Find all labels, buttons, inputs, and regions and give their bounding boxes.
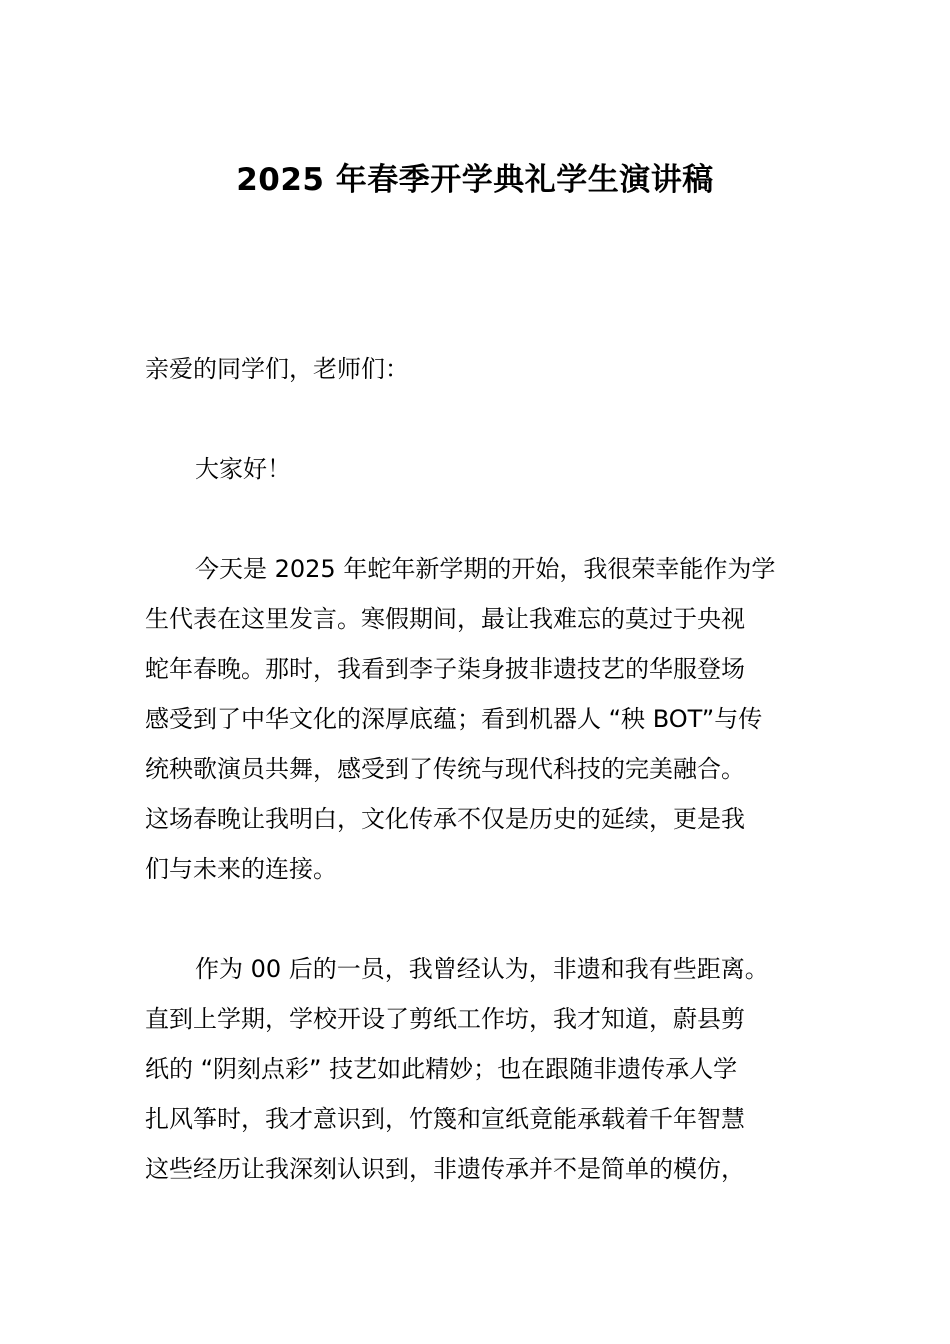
paragraph-line: 作为 00 后的一员，我曾经认为，非遗和我有些距离。 [195,955,769,983]
paragraph-line: 直到上学期，学校开设了剪纸工作坊，我才知道，蔚县剪 [145,1005,745,1033]
document-title: 2025 年春季开学典礼学生演讲稿 [236,162,714,198]
paragraph-line: 纸的 “阴刻点彩” 技艺如此精妙；也在跟随非遗传承人学 [145,1055,738,1083]
paragraph-line: 统秧歌演员共舞，感受到了传统与现代科技的完美融合。 [145,755,745,783]
salutation: 亲爱的同学们，老师们： [145,355,409,383]
paragraph-line: 们与未来的连接。 [145,855,337,883]
paragraph-2 [145,944,807,1194]
document-body [145,344,807,1194]
paragraph-line: 生代表在这里发言。寒假期间，最让我难忘的莫过于央视 [145,605,745,633]
paragraph-line: 这场春晚让我明白，文化传承不仅是历史的延续，更是我 [145,805,745,833]
paragraph-line: 感受到了中华文化的深厚底蕴；看到机器人 “秧 BOT”与传 [145,705,763,733]
paragraph-line: 这些经历让我深刻认识到，非遗传承并不是简单的模仿， [145,1155,745,1183]
paragraph-gap [145,894,807,944]
paragraph-line: 今天是 2025 年蛇年新学期的开始，我很荣幸能作为学 [195,555,776,583]
paragraph-1 [145,544,807,894]
paragraph-gap [145,394,807,444]
paragraph-line: 蛇年春晚。那时，我看到李子柒身披非遗技艺的华服登场 [145,655,745,683]
paragraph-line: 扎风筝时，我才意识到，竹篾和宣纸竟能承载着千年智慧 [145,1105,745,1133]
greeting: 大家好！ [195,455,291,483]
paragraph-gap [145,494,807,544]
